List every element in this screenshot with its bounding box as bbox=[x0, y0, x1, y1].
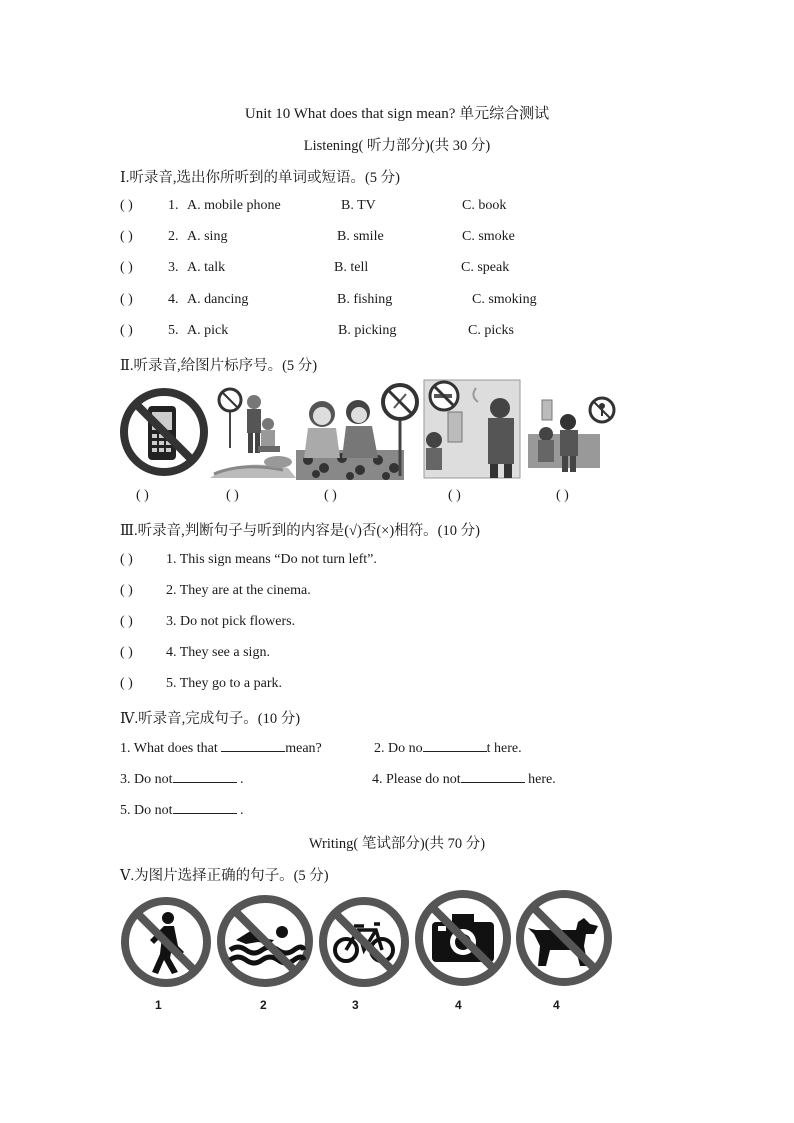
fill-sentence bbox=[120, 801, 244, 819]
fill-blank[interactable] bbox=[173, 770, 237, 783]
judgement-row bbox=[120, 645, 270, 661]
fill-blank[interactable] bbox=[221, 739, 285, 752]
option-a: A. pick bbox=[187, 323, 229, 338]
writing-heading: Writing( 笔试部分)(共 70 分) bbox=[308, 836, 486, 852]
judgement-row bbox=[120, 614, 295, 630]
picture-answer-blank[interactable]: ( ) bbox=[226, 488, 239, 503]
question-number: 1. bbox=[168, 198, 179, 213]
fill-sentence bbox=[372, 770, 556, 788]
question-number: 2. bbox=[168, 229, 179, 244]
option-b: B. smile bbox=[337, 229, 384, 244]
option-a: A. mobile phone bbox=[187, 198, 281, 213]
option-b: B. picking bbox=[338, 323, 397, 338]
listening-heading: Listening( 听力部分)(共 30 分) bbox=[303, 138, 491, 154]
answer-blank[interactable]: ( ) bbox=[120, 552, 133, 567]
question-row bbox=[120, 323, 620, 343]
option-b: B. TV bbox=[341, 198, 376, 213]
answer-blank[interactable]: ( ) bbox=[120, 229, 133, 244]
picture-answer-blank[interactable]: ( ) bbox=[324, 488, 337, 503]
sentence-text: t here. bbox=[486, 741, 522, 756]
no-cycling-icon bbox=[318, 896, 410, 988]
judgement-row bbox=[120, 583, 311, 599]
sentence-text: 2. Do no bbox=[374, 741, 423, 756]
option-c: C. smoke bbox=[462, 229, 515, 244]
option-a: A. sing bbox=[187, 229, 228, 244]
statement: 2. They are at the cinema. bbox=[166, 583, 311, 598]
option-c: C. speak bbox=[461, 260, 510, 275]
question-number: 4. bbox=[168, 292, 179, 307]
section-3-heading: Ⅲ.听录音,判断句子与听到的内容是(√)否(×)相符。(10 分) bbox=[120, 523, 480, 539]
page-title: Unit 10 What does that sign mean? 单元综合测试 bbox=[244, 106, 550, 122]
picture-answer-blank[interactable]: ( ) bbox=[556, 488, 569, 503]
sign-number: 2 bbox=[260, 998, 267, 1012]
answer-blank[interactable]: ( ) bbox=[120, 292, 133, 307]
section-1-heading: Ⅰ.听录音,选出你所听到的单词或短语。(5 分) bbox=[120, 170, 401, 186]
picture-strip bbox=[118, 378, 618, 482]
question-row bbox=[120, 229, 620, 249]
answer-blank[interactable]: ( ) bbox=[120, 260, 133, 275]
fill-sentence bbox=[120, 770, 244, 788]
park-scene bbox=[210, 389, 296, 478]
fill-blank[interactable] bbox=[461, 770, 525, 783]
option-c: C. book bbox=[462, 198, 507, 213]
no-walking-icon bbox=[120, 896, 212, 988]
question-number: 3. bbox=[168, 260, 179, 275]
no-swimming-icon bbox=[216, 894, 314, 988]
question-row bbox=[120, 198, 620, 218]
no-photography-icon bbox=[414, 888, 512, 988]
option-b: B. tell bbox=[334, 260, 369, 275]
question-row bbox=[120, 292, 620, 312]
judgement-row bbox=[120, 552, 377, 568]
fill-blank[interactable] bbox=[423, 739, 487, 752]
option-a: A. talk bbox=[187, 260, 226, 275]
fill-sentence bbox=[120, 739, 322, 757]
option-c: C. smoking bbox=[472, 292, 537, 307]
picture-answer-blank[interactable]: ( ) bbox=[136, 488, 149, 503]
section-2-heading: Ⅱ.听录音,给图片标序号。(5 分) bbox=[120, 358, 318, 374]
option-b: B. fishing bbox=[337, 292, 393, 307]
statement: 4. They see a sign. bbox=[166, 645, 270, 660]
sentence-text: 5. Do not bbox=[120, 803, 173, 818]
no-smoking-scene bbox=[424, 380, 520, 478]
fill-sentence bbox=[374, 739, 522, 757]
statement: 1. This sign means “Do not turn left”. bbox=[166, 552, 377, 567]
question-number: 5. bbox=[168, 323, 179, 338]
sign-number: 3 bbox=[352, 998, 359, 1012]
answer-blank[interactable]: ( ) bbox=[120, 198, 133, 213]
sentence-text: here. bbox=[524, 772, 556, 787]
sentence-text: mean? bbox=[285, 741, 322, 756]
sentence-text: 4. Please do not bbox=[372, 772, 461, 787]
sign-number: 1 bbox=[155, 998, 162, 1012]
option-a: A. dancing bbox=[187, 292, 249, 307]
sign-number: 4 bbox=[455, 998, 462, 1012]
fill-blank[interactable] bbox=[173, 801, 237, 814]
sign-number: 4 bbox=[553, 998, 560, 1012]
statement: 5. They go to a park. bbox=[166, 676, 282, 691]
section-4-heading: Ⅳ.听录音,完成句子。(10 分) bbox=[120, 711, 301, 727]
no-phone-sign bbox=[124, 392, 204, 472]
sentence-text: 1. What does that bbox=[120, 741, 222, 756]
answer-blank[interactable]: ( ) bbox=[120, 614, 133, 629]
answer-blank[interactable]: ( ) bbox=[120, 645, 133, 660]
option-c: C. picks bbox=[468, 323, 514, 338]
answer-blank[interactable]: ( ) bbox=[120, 323, 133, 338]
judgement-row bbox=[120, 676, 282, 692]
sentence-text: . bbox=[236, 772, 244, 787]
no-dogs-icon bbox=[514, 888, 614, 988]
statement: 3. Do not pick flowers. bbox=[166, 614, 296, 629]
section-5-heading: Ⅴ.为图片选择正确的句子。(5 分) bbox=[120, 868, 329, 884]
answer-blank[interactable]: ( ) bbox=[120, 676, 133, 691]
sentence-text: 3. Do not bbox=[120, 772, 173, 787]
picture-answer-blank[interactable]: ( ) bbox=[448, 488, 461, 503]
no-littering-scene bbox=[528, 398, 614, 472]
question-row bbox=[120, 260, 620, 280]
sentence-text: . bbox=[236, 803, 244, 818]
answer-blank[interactable]: ( ) bbox=[120, 583, 133, 598]
